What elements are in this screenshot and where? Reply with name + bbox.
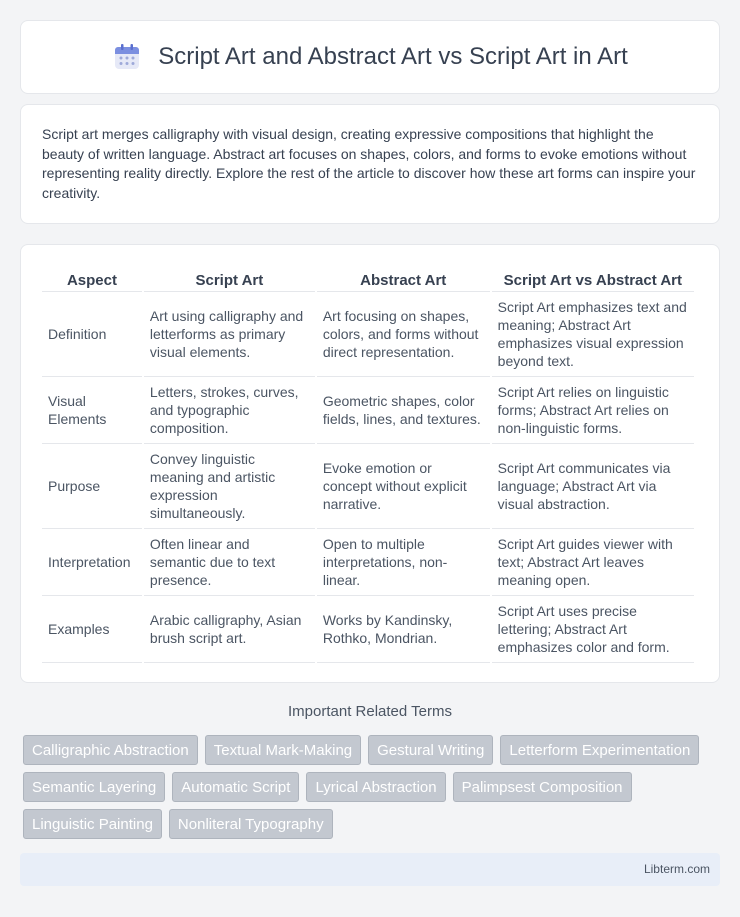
calendar-icon [112,42,142,72]
row-comparison: Script Art communicates via language; Abstract Art via visual abstraction. [492,444,694,529]
row-aspect: Interpretation [42,529,142,596]
related-term-tag[interactable]: Linguistic Painting [23,809,162,839]
row-aspect: Definition [42,292,142,377]
row-abstract-art: Works by Kandinsky, Rothko, Mondrian. [317,596,490,663]
header-script-art: Script Art [144,265,315,292]
related-term-tag[interactable]: Palimpsest Composition [453,772,632,802]
row-script-art: Art using calligraphy and letterforms as primary visual elements. [144,292,315,377]
related-term-tag[interactable]: Semantic Layering [23,772,165,802]
table-row [42,529,694,596]
comparison-table [40,265,696,663]
row-comparison: Script Art relies on linguistic forms; Abstract Art relies on non-linguistic forms. [492,377,694,444]
row-script-art: Arabic calligraphy, Asian brush script art. [144,596,315,663]
row-script-art: Letters, strokes, curves, and typographic composition. [144,377,315,444]
header-comparison: Script Art vs Abstract Art [492,265,694,292]
table-row [42,596,694,663]
related-term-tag[interactable]: Automatic Script [172,772,299,802]
title-card [20,20,720,94]
row-abstract-art: Art focusing on shapes, colors, and forms without direct representation. [317,292,490,377]
table-header-row [42,265,694,292]
row-comparison: Script Art guides viewer with text; Abstract Art leaves meaning open. [492,529,694,596]
comparison-card [20,244,720,683]
related-term-tag[interactable]: Calligraphic Abstraction [23,735,198,765]
header-aspect: Aspect [42,265,142,292]
related-term-tag[interactable]: Letterform Experimentation [500,735,699,765]
page-title: Script Art and Abstract Art vs Script Art in Art [158,43,628,70]
table-row [42,377,694,444]
related-term-tag[interactable]: Textual Mark-Making [205,735,361,765]
related-term-tag[interactable]: Lyrical Abstraction [306,772,445,802]
row-script-art: Convey linguistic meaning and artistic expression simultaneously. [144,444,315,529]
row-comparison: Script Art uses precise lettering; Abstract Art emphasizes color and form. [492,596,694,663]
intro-paragraph: Script art merges calligraphy with visual design, creating expressive compositions that highlight the beauty of written language. Abstract art focuses on shapes, colors, and forms to evoke emotions without representing reality directly. Explore the rest of the article to discover how these art forms can inspire your creativity. [42,126,696,201]
footer-site-link[interactable]: Libterm.com [643,862,710,876]
row-comparison: Script Art emphasizes text and meaning; Abstract Art emphasizes visual expression beyond text. [492,292,694,377]
row-aspect: Purpose [42,444,142,529]
header-abstract-art: Abstract Art [317,265,490,292]
row-abstract-art: Open to multiple interpretations, non-linear. [317,529,490,596]
related-terms-title: Important Related Terms [288,703,452,720]
row-abstract-art: Geometric shapes, color fields, lines, and textures. [317,377,490,444]
table-row [42,292,694,377]
related-terms-list [23,735,723,839]
row-script-art: Often linear and semantic due to text presence. [144,529,315,596]
row-aspect: Visual Elements [42,377,142,444]
related-term-tag[interactable]: Gestural Writing [368,735,493,765]
related-term-tag[interactable]: Nonliteral Typography [169,809,333,839]
intro-card [20,104,720,224]
row-abstract-art: Evoke emotion or concept without explicit narrative. [317,444,490,529]
row-aspect: Examples [42,596,142,663]
table-row [42,444,694,529]
footer [20,853,720,886]
